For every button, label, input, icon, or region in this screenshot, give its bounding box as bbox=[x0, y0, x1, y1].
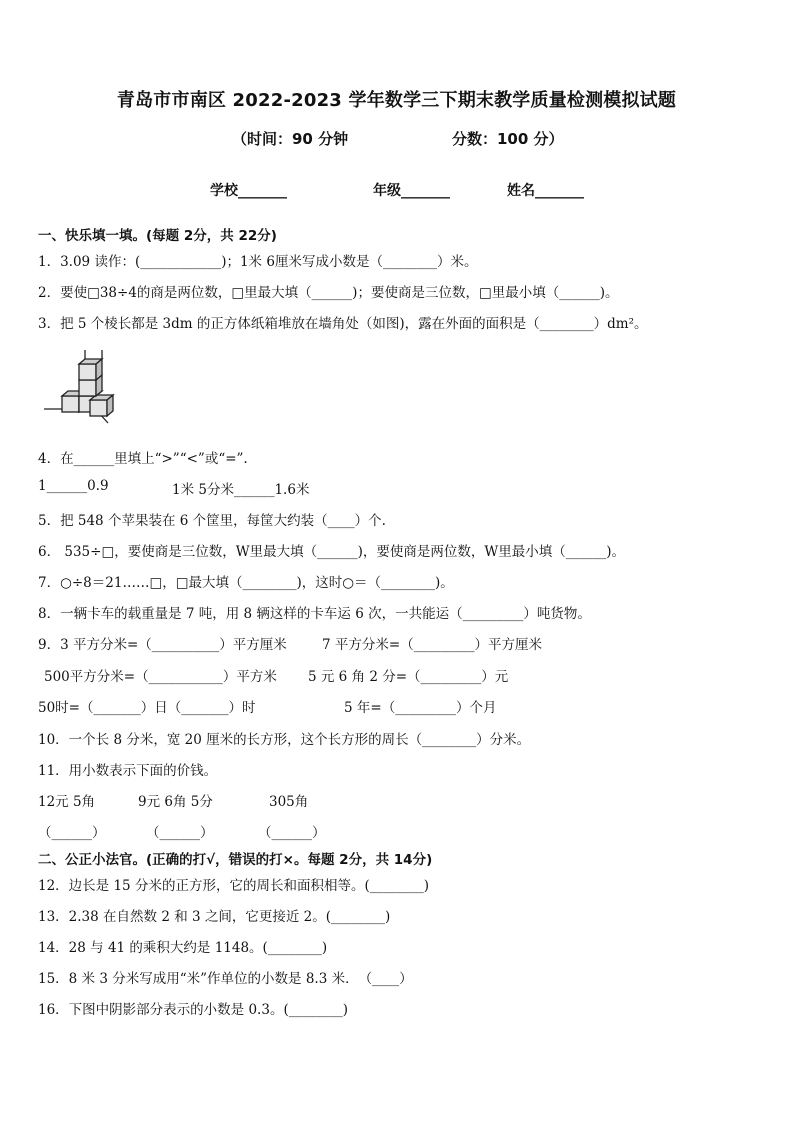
exam-score: 分数：100 分） bbox=[452, 130, 564, 148]
question-11c: 305角 bbox=[269, 794, 309, 810]
question-5: 5．把 548 个苹果装在 6 个筐里，每筐大约装（____）个. bbox=[38, 513, 386, 529]
question-3: 3．把 5 个棱长都是 3dm 的正方体纸箱堆放在墙角处（如图)，露在外面的面积是（________）dm²。 bbox=[38, 316, 648, 332]
page-title: 青岛市市南区 2022-2023 学年数学三下期末教学质量检测模拟试题 bbox=[116, 90, 677, 111]
question-8: 8．一辆卡车的载重量是 7 吨，用 8 辆这样的卡车运 6 次，一共能运（_________）吨货物。 bbox=[38, 606, 591, 622]
question-9d: 5 元 6 角 2 分=（_________）元 bbox=[308, 669, 509, 685]
school-field[interactable]: 学校_______ bbox=[210, 183, 287, 199]
question-9f: 5 年=（_________）个月 bbox=[344, 700, 497, 716]
grade-field[interactable]: 年级_______ bbox=[373, 183, 450, 199]
question-9c: 500平方分米=（___________）平方米 bbox=[44, 669, 277, 685]
question-15: 15．8 米 3 分米写成用“米”作单位的小数是 8.3 米． （____） bbox=[38, 971, 413, 987]
question-2: 2．要使□38÷4的商是两位数，□里最大填（______)；要使商是三位数，□里最小填（______)。 bbox=[38, 285, 619, 301]
question-9b: 7 平方分米=（_________）平方厘米 bbox=[322, 637, 542, 653]
question-1: 1．3.09 读作：(____________)；1米 6厘米写成小数是（________）米。 bbox=[38, 254, 478, 270]
question-4b: 1米 5分米______1.6米 bbox=[172, 482, 310, 498]
question-11: 11．用小数表示下面的价钱。 bbox=[38, 763, 218, 779]
answer-11c[interactable]: （______） bbox=[258, 825, 326, 841]
answer-11a[interactable]: （______） bbox=[38, 825, 106, 841]
question-10: 10．一个长 8 分米，宽 20 厘米的长方形，这个长方形的周长（________）分米。 bbox=[38, 732, 531, 748]
question-13: 13．2.38 在自然数 2 和 3 之间，它更接近 2。(________) bbox=[38, 909, 391, 925]
question-9e: 50时=（_______）日（_______）时 bbox=[38, 700, 256, 716]
answer-11b[interactable]: （______） bbox=[146, 825, 214, 841]
cube-stack-figure bbox=[40, 350, 120, 425]
question-9a: 9．3 平方分米=（__________）平方厘米 bbox=[38, 637, 287, 653]
question-4a: 1______0.9 bbox=[38, 478, 109, 494]
question-11b: 9元 6角 5分 bbox=[138, 794, 213, 810]
question-11a: 12元 5角 bbox=[38, 794, 96, 810]
section-1-heading: 一、快乐填一填。(每题 2分，共 22分) bbox=[38, 228, 277, 244]
question-16: 16．下图中阴影部分表示的小数是 0.3。(________) bbox=[38, 1002, 348, 1018]
name-field[interactable]: 姓名_______ bbox=[507, 183, 584, 199]
question-6: 6． 535÷□，要使商是三位数，W里最大填（______)，要使商是两位数，W里最小填（______)。 bbox=[38, 544, 625, 560]
section-2-heading: 二、公正小法官。(正确的打√，错误的打×。每题 2分，共 14分) bbox=[38, 852, 433, 868]
question-12: 12．边长是 15 分米的正方形，它的周长和面积相等。(________) bbox=[38, 878, 429, 894]
question-7: 7．○÷8＝21……□，□最大填（________)，这时○＝（________)。 bbox=[38, 575, 454, 591]
question-14: 14．28 与 41 的乘积大约是 1148。(________) bbox=[38, 940, 328, 956]
question-4: 4．在______里填上“>”“<”或“=”. bbox=[38, 451, 248, 467]
exam-time: （时间：90 分钟 bbox=[232, 130, 349, 148]
